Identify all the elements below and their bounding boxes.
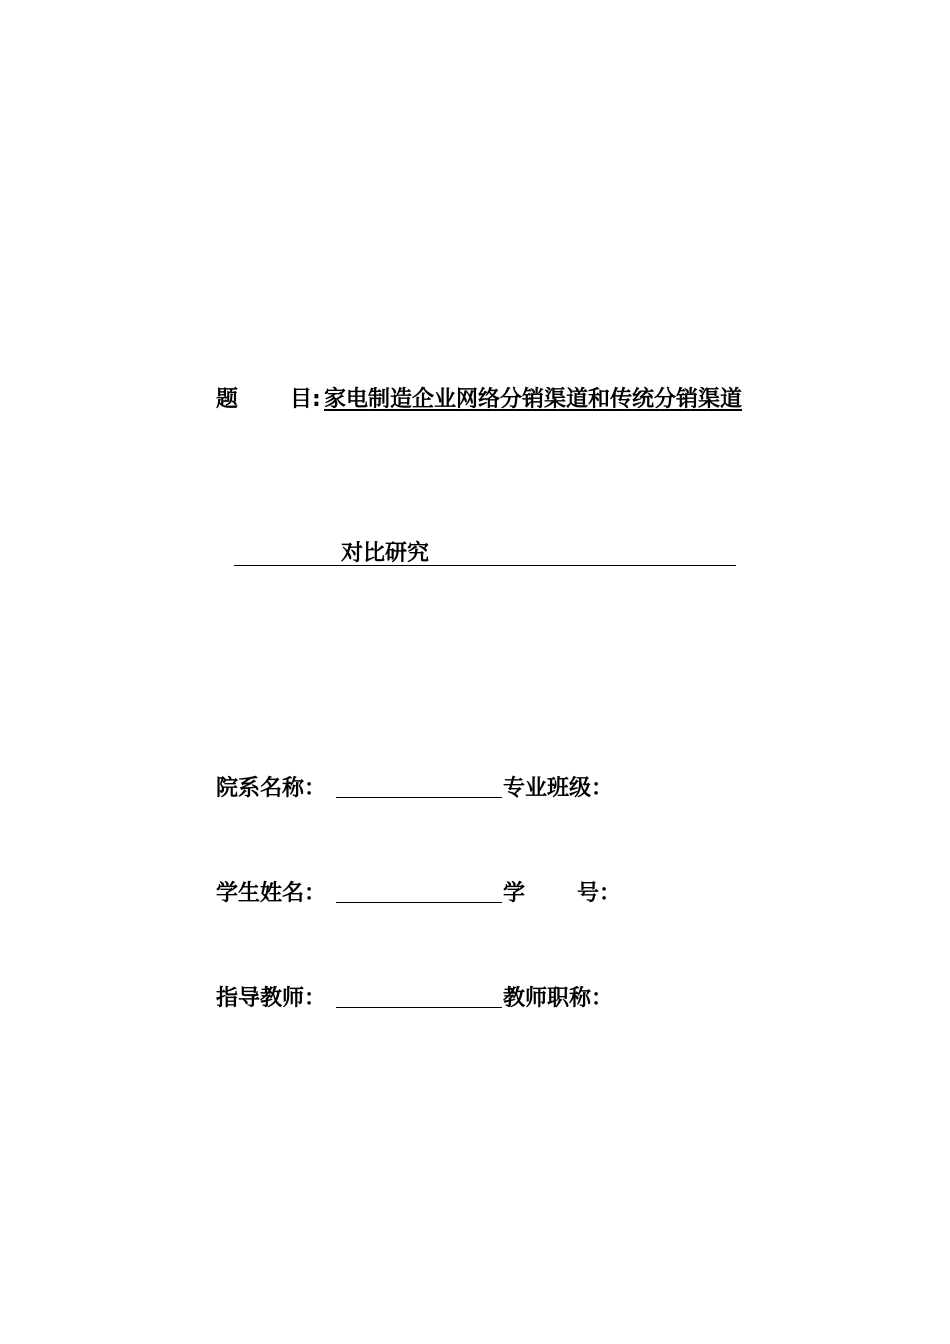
major-class-label: 专业班级： [503,776,614,801]
title-label-char-1: 题 [216,387,239,412]
department-blank [336,797,502,798]
student-name-label: 学生姓名： [216,881,327,906]
advisor-blank [336,1007,502,1008]
advisor-label: 指导教师： [216,986,327,1011]
thesis-title-line-2: 对比研究 [341,541,430,566]
student-id-label-char-1: 学 [503,881,526,906]
student-id-label-char-2: 号： [577,881,622,906]
student-name-blank [336,902,502,903]
thesis-title-line-1: 家电制造企业网络分销渠道和传统分销渠道 [324,387,743,412]
title-label-char-2: 目: [290,387,321,412]
department-label: 院系名称： [216,776,327,801]
advisor-title-label: 教师职称： [503,986,614,1011]
thesis-title-line-2-underline [234,565,736,566]
